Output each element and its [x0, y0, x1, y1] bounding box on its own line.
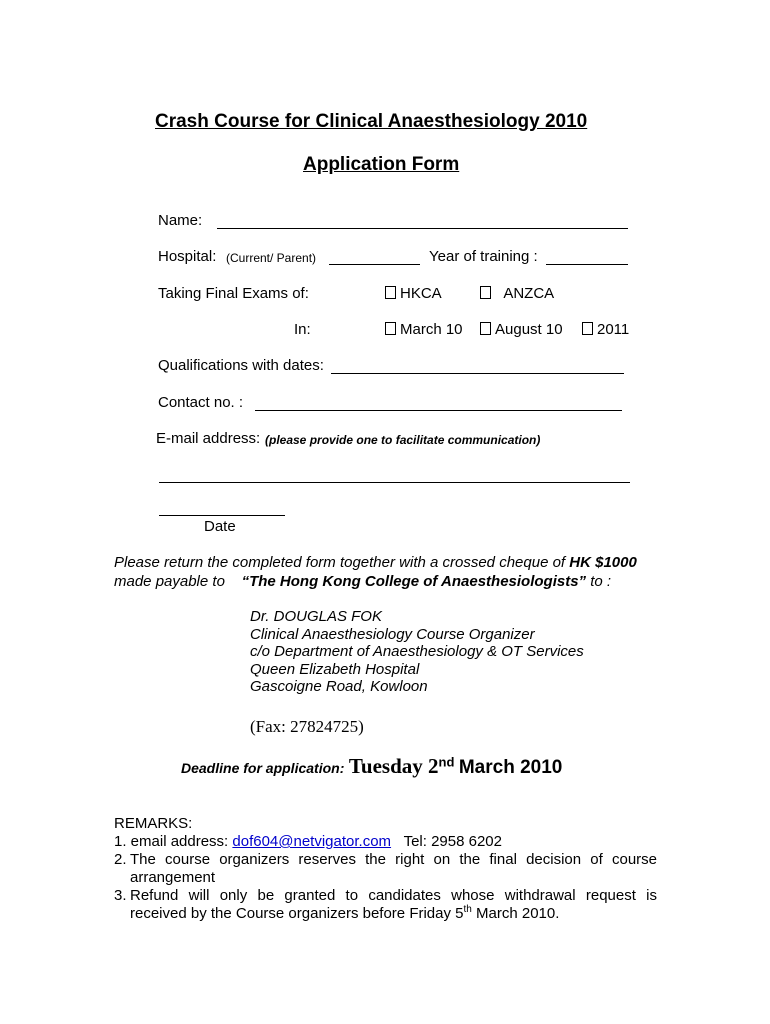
fax-number: (Fax: 27824725)	[250, 717, 364, 736]
address-line: c/o Department of Anaesthesiology & OT Services	[250, 643, 584, 660]
email-hint: (please provide one to facilitate communication)	[265, 433, 541, 447]
date-option-march[interactable]: March 10	[385, 321, 463, 338]
remark-item-3-line1: Refund will only be granted to candidates whose withdrawal request is	[130, 887, 657, 904]
exam-option-hkca[interactable]: HKCA	[385, 285, 442, 302]
date-field[interactable]	[159, 515, 285, 516]
address-line: Queen Elizabeth Hospital	[250, 660, 420, 678]
hospital-hint: (Current/ Parent)	[226, 251, 317, 265]
hospital-label: Hospital:	[158, 248, 217, 265]
remark-item-3-line2: received by the Course organizers before Friday 5th March 2010.	[130, 904, 560, 922]
instructions-line1: Please return the completed form together with a crossed cheque of HK $1000	[114, 554, 637, 571]
checkbox-icon[interactable]	[385, 322, 396, 335]
deadline-label: Deadline for application:	[181, 760, 345, 776]
date-label: Date	[204, 518, 236, 535]
telephone: Tel: 2958 6202	[403, 833, 502, 850]
form-subtitle: Application Form	[303, 154, 460, 175]
remarks-heading: REMARKS:	[114, 815, 193, 832]
mailing-address	[250, 608, 584, 696]
checkbox-icon[interactable]	[480, 322, 491, 335]
name-field[interactable]	[217, 228, 628, 229]
deadline-date: March 2010	[458, 757, 563, 778]
email-link[interactable]: dof604@netvigator.com	[232, 833, 392, 850]
remark-item-2-line1: The course organizers reserves the right on the final decision of course	[130, 851, 657, 868]
email-field[interactable]	[159, 482, 630, 483]
in-label: In:	[294, 321, 311, 338]
deadline-day: Tuesday 2	[348, 754, 439, 778]
checkbox-icon[interactable]	[385, 286, 396, 299]
deadline: Deadline for application: Tuesday 2nd March 2010	[181, 754, 563, 778]
year-field[interactable]	[546, 264, 628, 265]
document-title: Crash Course for Clinical Anaesthesiology 2010	[155, 111, 588, 132]
exams-label: Taking Final Exams of:	[158, 285, 309, 302]
qualifications-label: Qualifications with dates:	[158, 357, 324, 374]
address-line: Clinical Anaesthesiology Course Organizer	[250, 625, 535, 643]
contact-field[interactable]	[255, 410, 622, 411]
name-label: Name:	[158, 212, 203, 229]
remark-item-2-number: 2.	[114, 851, 127, 868]
checkbox-icon[interactable]	[582, 322, 593, 335]
date-option-2011[interactable]: 2011	[582, 321, 629, 338]
address-line: Gascoigne Road, Kowloon	[250, 678, 428, 695]
exam-option-anzca[interactable]: ANZCA	[480, 285, 554, 302]
address-line: Dr. DOUGLAS FOK	[250, 608, 382, 625]
remark-item-3-number: 3.	[114, 887, 127, 904]
qualifications-field[interactable]	[331, 373, 624, 374]
year-label: Year of training :	[429, 248, 538, 265]
instructions-line2: made payable to “The Hong Kong College of Anaesthesiologists” to :	[114, 573, 612, 590]
email-label: E-mail address:	[156, 430, 261, 447]
remark-item-1: 1. email address: dof604@netvigator.com Tel: 2958 6202	[114, 833, 502, 850]
remark-item-2-line2: arrangement	[130, 869, 216, 886]
fee-amount: HK $1000	[569, 554, 637, 571]
payee-name: “The Hong Kong College of Anaesthesiologists”	[241, 573, 587, 590]
date-option-august[interactable]: August 10	[480, 321, 563, 338]
checkbox-icon[interactable]	[480, 286, 491, 299]
hospital-field[interactable]	[329, 264, 420, 265]
contact-label: Contact no. :	[158, 394, 244, 411]
